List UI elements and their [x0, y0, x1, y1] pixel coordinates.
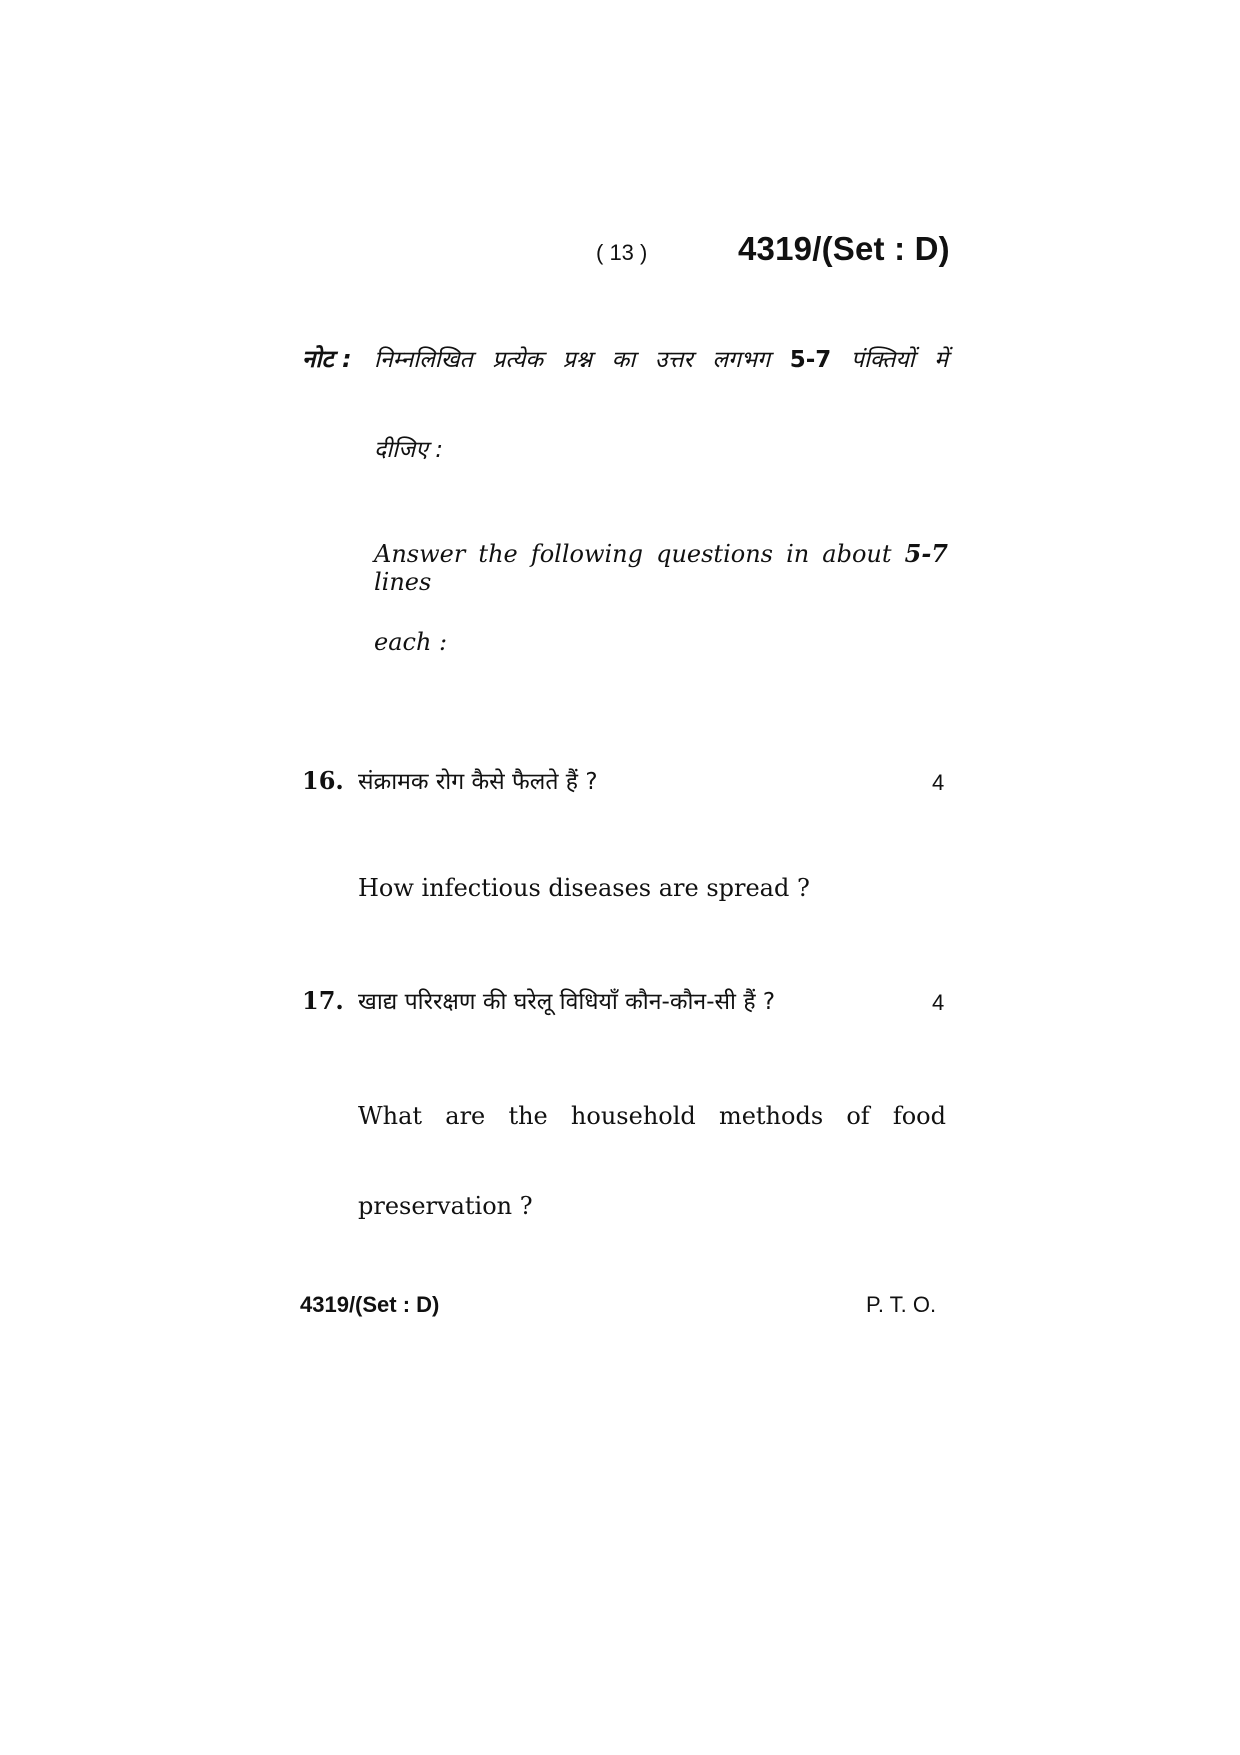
question-17-english-line1: What are the household methods of food [358, 1102, 946, 1130]
question-16-number: 16. [302, 766, 344, 795]
page-number: ( 13 ) [596, 240, 648, 265]
note-line-range: 5-7 [789, 347, 832, 373]
note-text-post: पंक्तियों में [850, 347, 949, 373]
question-17-english-line2: preservation ? [358, 1192, 533, 1220]
note-instruction-english-line2: each : [374, 628, 448, 656]
question-16-english: How infectious diseases are spread ? [358, 874, 810, 902]
note-en-range: 5-7 [904, 539, 948, 568]
question-16-hindi: संक्रामक रोग कैसे फैलते हैं ? [358, 769, 598, 795]
note-instruction-english-line1 [374, 539, 948, 596]
paper-code-header: 4319/(Set : D) [738, 230, 950, 267]
question-16-marks: 4 [932, 770, 945, 795]
question-17-number: 17. [302, 986, 344, 1015]
note-instruction-hindi-line2: दीजिए : [374, 437, 443, 463]
please-turn-over: P. T. O. [866, 1292, 937, 1317]
paper-code-footer: 4319/(Set : D) [300, 1292, 440, 1317]
note-en-post: lines [374, 568, 432, 596]
note-instruction-hindi-line1 [374, 342, 948, 374]
note-en-pre: Answer the following questions in about [374, 540, 892, 568]
question-17-hindi: खाद्य परिरक्षण की घरेलू विधियाँ कौन-कौन-सी हैं ? [358, 989, 776, 1015]
note-label: नोट : [302, 345, 352, 373]
note-text-pre: निम्नलिखित प्रत्येक प्रश्न का उत्तर लगभग [374, 347, 771, 373]
question-17-marks: 4 [932, 990, 945, 1015]
